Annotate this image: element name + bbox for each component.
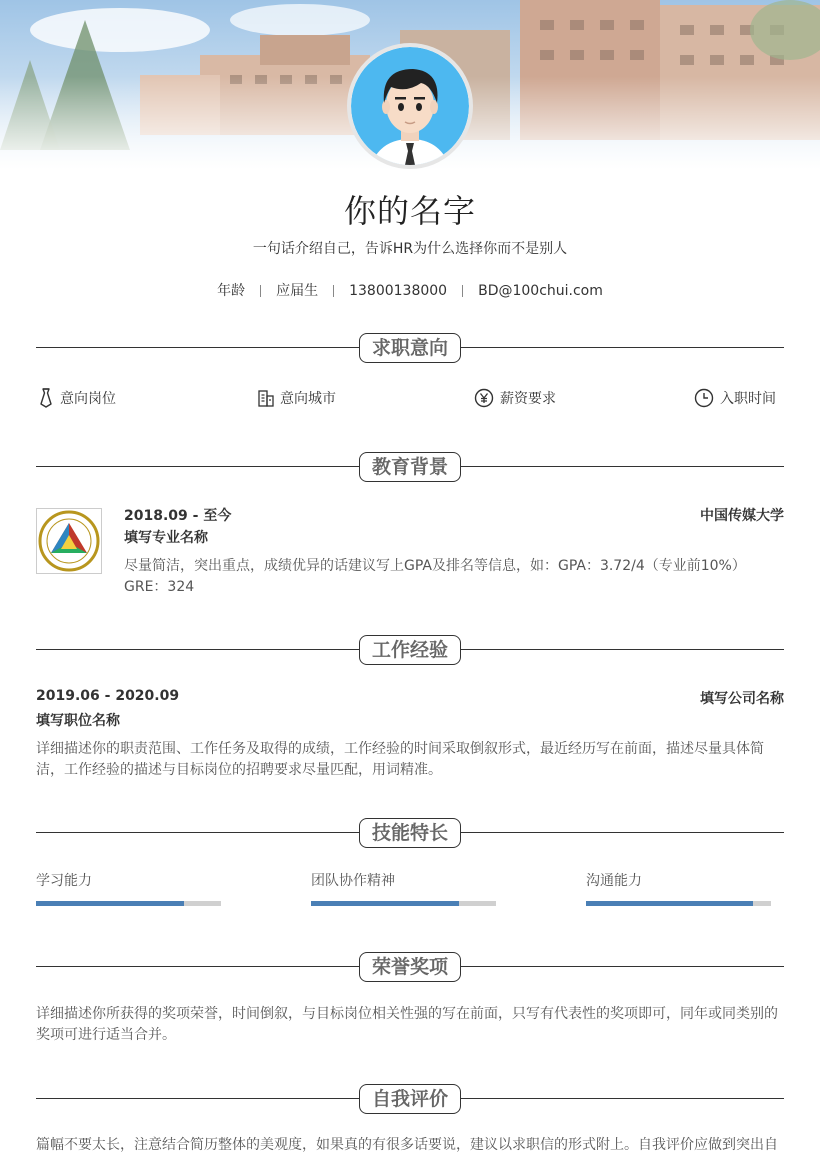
section-title-intent: 求职意向 [359, 333, 461, 363]
contact-row [0, 280, 820, 300]
contact-email: BD@100chui.com [478, 283, 603, 299]
school-logo [36, 508, 102, 574]
intent-start-time [694, 388, 776, 408]
candidate-name: 你的名字 [343, 192, 476, 230]
edu-school: 中国传媒大学 [700, 508, 784, 524]
skill-bar [311, 901, 496, 906]
skill-item [36, 870, 221, 890]
edu-major: 填写专业名称 [124, 530, 208, 546]
intent-salary-label: 薪资要求 [500, 391, 556, 407]
skill-item [586, 870, 771, 890]
school-emblem-icon [37, 509, 101, 573]
work-company: 填写公司名称 [700, 691, 784, 707]
avatar [347, 43, 473, 169]
intent-start-time-label: 入职时间 [720, 391, 776, 407]
skill-label: 团队协作精神 [311, 873, 395, 889]
section-header-education [36, 452, 784, 482]
tagline: 一句话介绍自己，告诉HR为什么选择你而不是别人 [252, 241, 568, 257]
yen-icon [474, 388, 494, 408]
honors-description: 详细描述你所获得的奖项荣誉，时间倒叙，与目标岗位相关性强的写在前面，只写有代表性的奖项即可，同年或同类别的奖项可进行适当合并。 [36, 1006, 778, 1043]
section-header-intent [36, 333, 784, 363]
edu-description: 尽量简洁，突出重点，成绩优异的话建议写上GPA及排名等信息，如：GPA：3.72/4（专业前10%） GRE：324 [124, 558, 746, 595]
intent-position-label: 意向岗位 [60, 391, 116, 407]
contact-age: 年龄 [217, 283, 246, 299]
skill-bar-fill [586, 901, 753, 906]
intent-salary [474, 388, 556, 408]
section-header-honors [36, 952, 784, 982]
section-header-self [36, 1084, 784, 1114]
section-title-self: 自我评价 [359, 1084, 461, 1114]
section-title-work: 工作经验 [359, 635, 461, 665]
avatar-illustration [351, 47, 469, 165]
intent-position [38, 388, 116, 408]
intent-city [258, 388, 336, 408]
work-description: 详细描述你的职责范围、工作任务及取得的成绩，工作经验的时间采取倒叙形式，最近经历写在前面，描述尽量具体简洁，工作经验的描述与目标岗位的招聘要求尽量匹配，用词精准。 [36, 741, 764, 778]
skill-bar-fill [36, 901, 184, 906]
skill-bar [586, 901, 771, 906]
edu-period: 2018.09 - 至今 [124, 508, 232, 524]
work-period: 2019.06 - 2020.09 [36, 688, 180, 704]
building-icon [258, 389, 274, 407]
skill-label: 沟通能力 [586, 873, 642, 889]
section-title-education: 教育背景 [359, 452, 461, 482]
section-title-honors: 荣誉奖项 [359, 952, 461, 982]
contact-status: 应届生 [276, 283, 319, 299]
intent-row [36, 388, 784, 410]
skill-bar-fill [311, 901, 459, 906]
clock-icon [694, 388, 714, 408]
skill-item [311, 870, 496, 890]
section-header-skills [36, 818, 784, 848]
skill-bar [36, 901, 221, 906]
skill-label: 学习能力 [36, 873, 92, 889]
intent-city-label: 意向城市 [280, 391, 336, 407]
section-title-skills: 技能特长 [359, 818, 461, 848]
tie-icon [38, 388, 54, 408]
work-position: 填写职位名称 [36, 713, 120, 729]
self-description: 篇幅不要太长，注意结合简历整体的美观度，如果真的有很多话要说，建议以求职信的形式附上。自我评价应做到突出自 [36, 1137, 778, 1153]
contact-phone: 13800138000 [349, 283, 448, 299]
section-header-work [36, 635, 784, 665]
